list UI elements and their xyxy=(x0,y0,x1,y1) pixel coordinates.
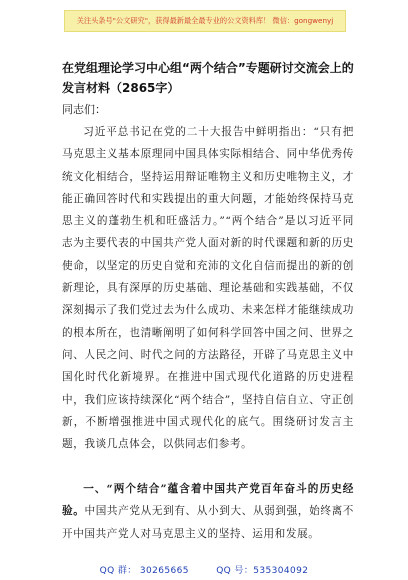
section-1 xyxy=(62,478,354,545)
promo-banner-text: 关注头条号"公文研究"，获得最新最全最专业的公文资料库！ 微信：gongwenyj xyxy=(76,16,334,25)
section-1-paragraph xyxy=(62,478,354,545)
qq-group: QQ 群： 30265665 xyxy=(99,566,189,576)
document-title: 在党组理论学习中心组“两个结合”专题研讨交流会上的发言材料（2865字） xyxy=(62,61,354,95)
contact-footer xyxy=(0,563,408,576)
qq-number: QQ 号：535304092 xyxy=(216,566,309,576)
document-body xyxy=(62,121,354,455)
section-1-text: 中国共产党从无到有、从小到大、从弱到强，始终离不开中国共产党人对马克思主义的坚持、运用和发展。 xyxy=(62,505,354,540)
promo-banner xyxy=(64,10,346,32)
greeting: 同志们： xyxy=(62,103,106,116)
section-1-heading: 一、“两个结合”蕴含着中国共产党百年奋斗的历史经验。 xyxy=(62,483,354,518)
paragraph-1: 习近平总书记在党的二十大报告中鲜明指出：“只有把马克思主义基本原理同中国具体实际相结合、同中华优秀传统文化相结合，坚持运用辩证唯物主义和历史唯物主义，才能正确回答时代和实践提出的重大问题，才能始终保持马克思主义的蓬勃生机和旺盛活力。”“两个结合”是以习近平同志为主要代表的中国共产党人面对新的时代课题和新的历史使命，以坚定的历史自觉和充沛的文化自信而提出的新的创新理论，具有深厚的历史基础、理论基础和实践基础，不仅深刻揭示了我们党过去为什么成功、未来怎样才能继续成功的根本所在，也清晰阐明了如何科学回答中国之问、世界之问、人民之问、时代之问的方法路径，开辟了马克思主义中国化时代化新境界。在推进中国式现代化道路的历史进程中，我们应该持续深化“两个结合”，坚持自信自立、守正创新，不断增强推进中国式现代化的底气。围绕研讨发言主题，我谈几点体会，以供同志们参考。 xyxy=(62,126,354,451)
